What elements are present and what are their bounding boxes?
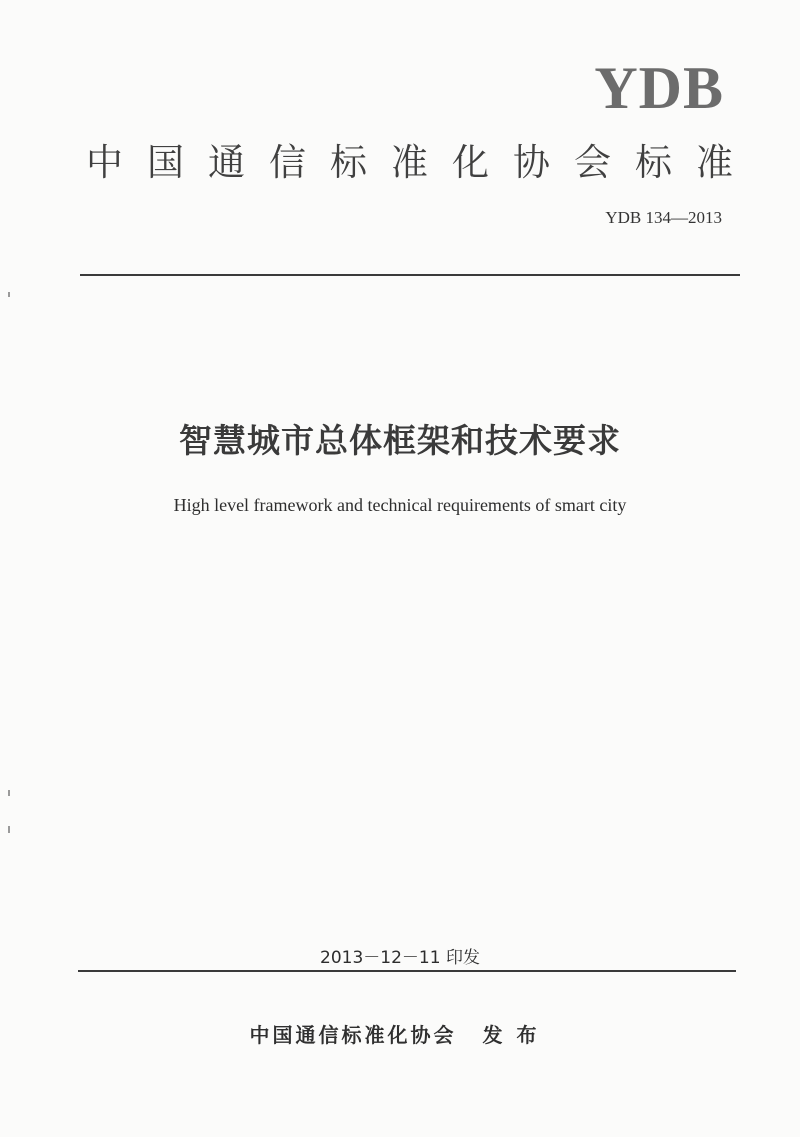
publisher-name: 中国通信标准化协会: [249, 1023, 457, 1047]
top-divider: [80, 274, 740, 276]
publisher-line: [0, 1025, 800, 1045]
standard-number: YDB 134—2013: [605, 208, 722, 227]
organization-standard-heading: 中国通信标准化协会标准: [86, 141, 757, 184]
issue-date: 2013－12－11 印发: [320, 948, 480, 968]
document-title-english: High level framework and technical requirements of smart city: [173, 495, 627, 515]
scan-artifact: [8, 790, 10, 796]
scan-artifact: [8, 826, 10, 833]
scan-artifact: [8, 292, 10, 297]
release-label: 发布: [482, 1023, 551, 1047]
document-title-chinese: 智慧城市总体框架和技术要求: [179, 421, 621, 460]
bottom-divider: [78, 970, 736, 972]
ydb-logo: YDB: [594, 55, 724, 121]
